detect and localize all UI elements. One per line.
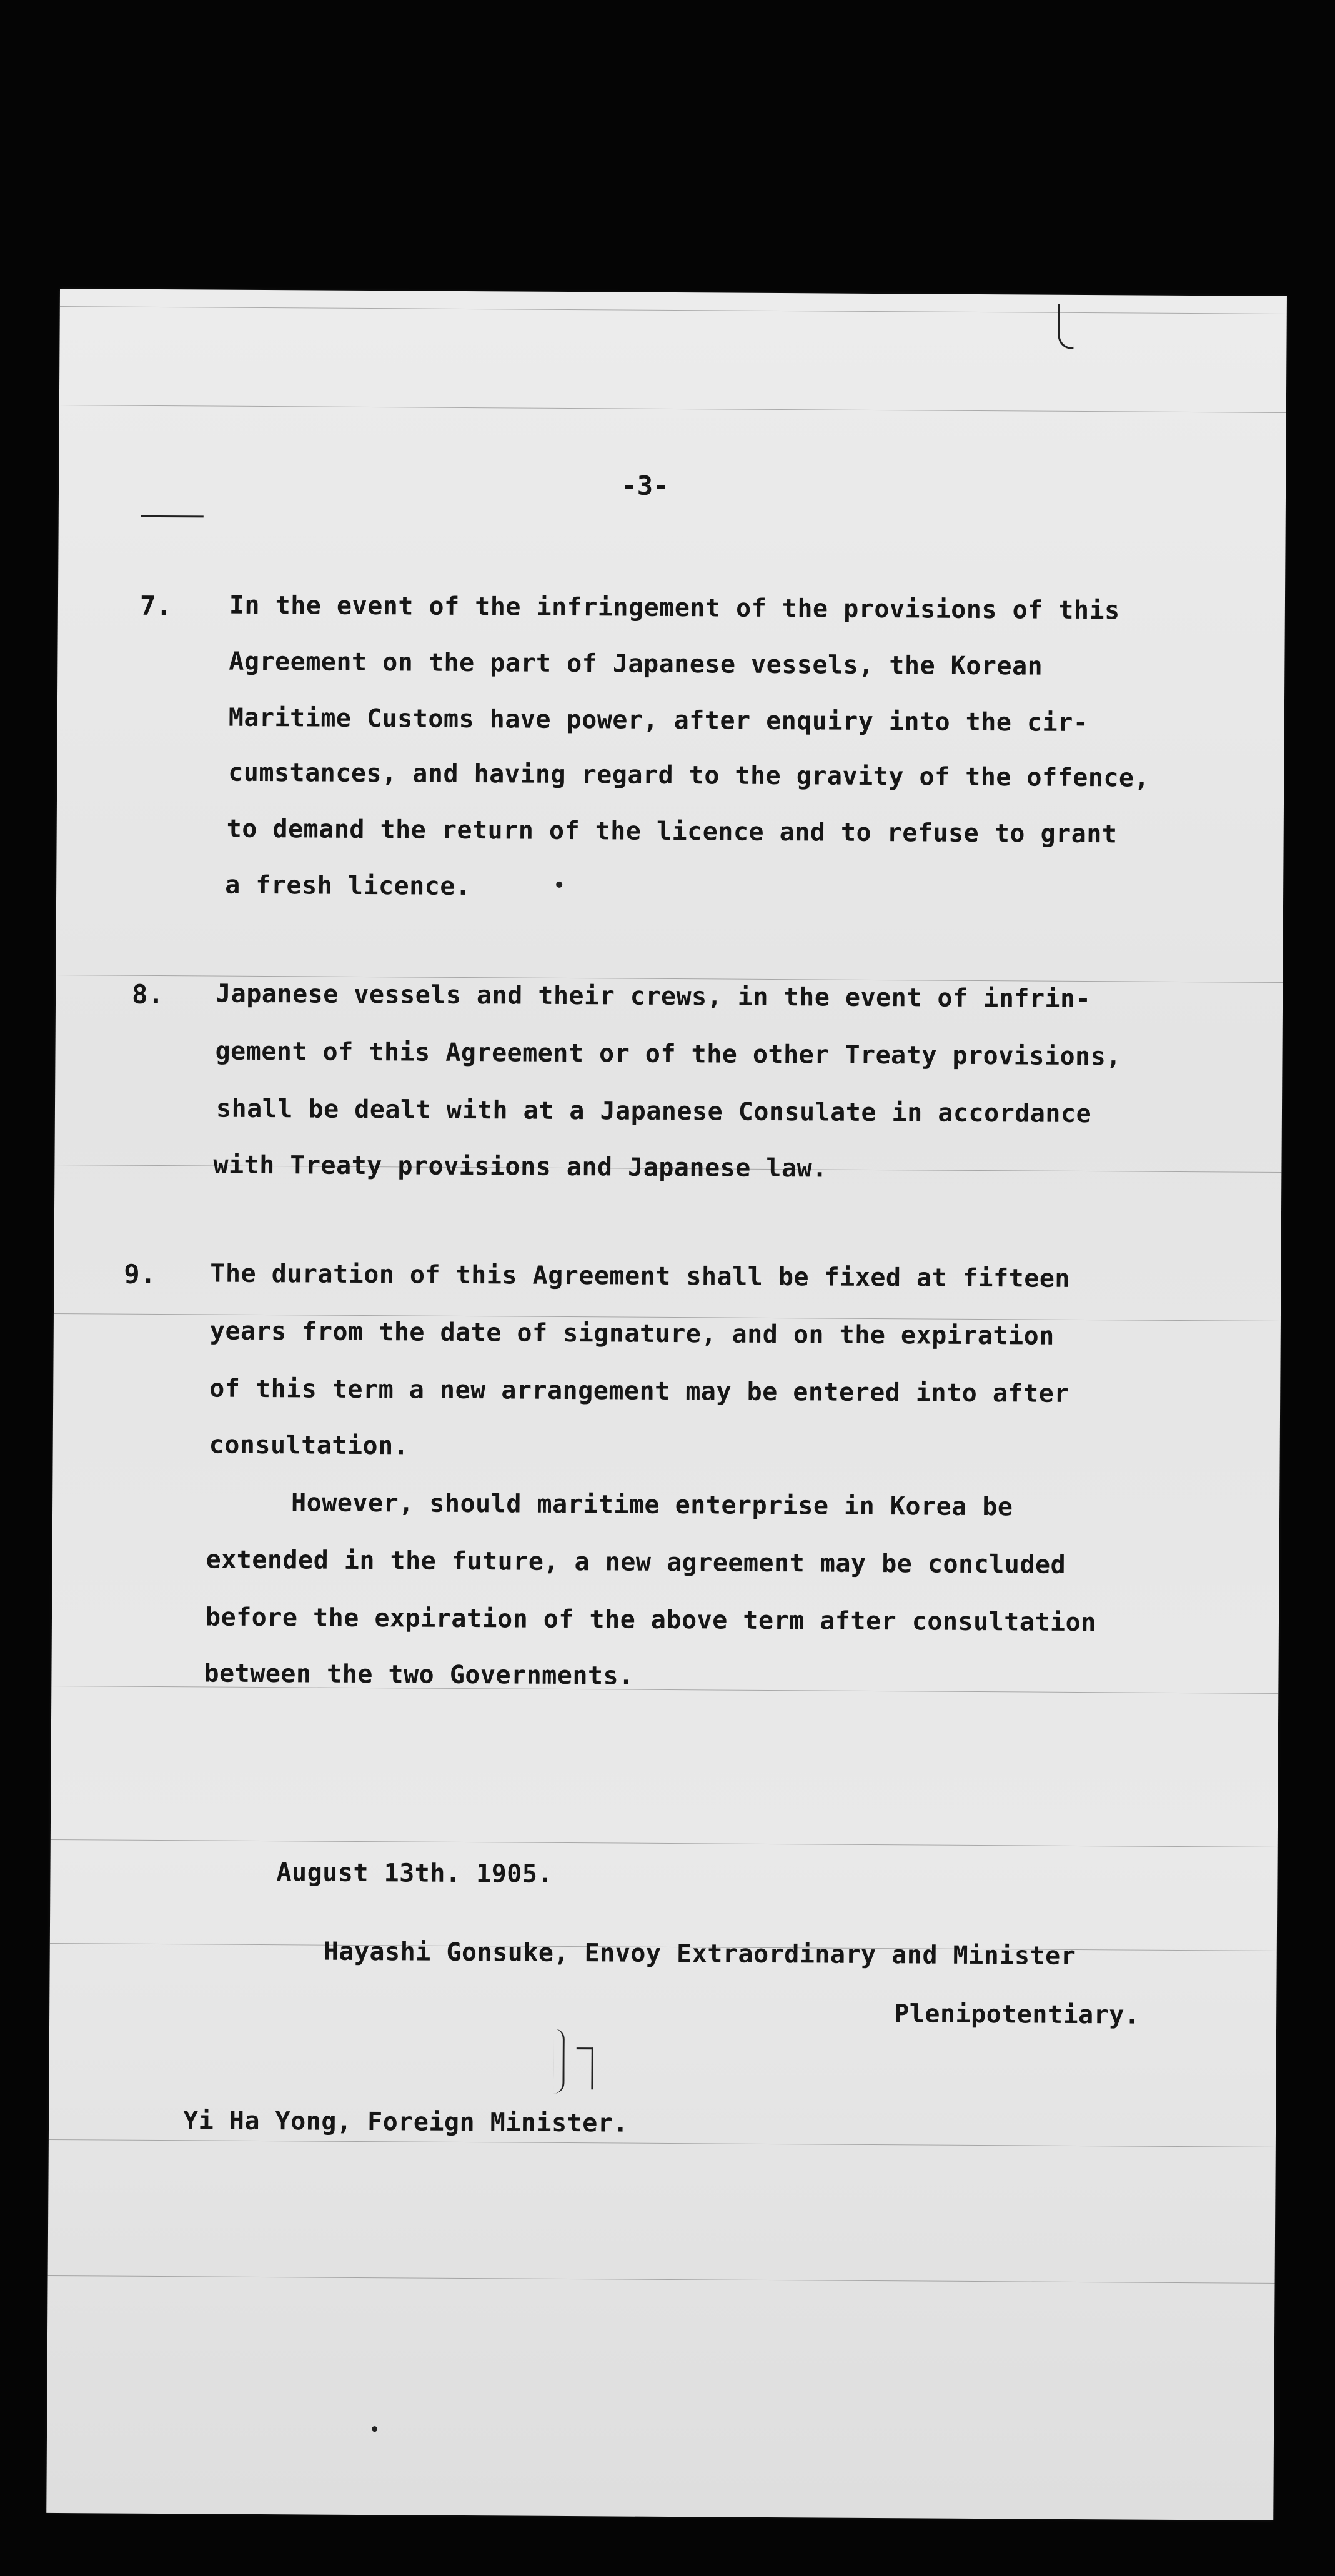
- paper-rule: [60, 306, 1287, 314]
- document-page: [46, 289, 1287, 2520]
- text-line: cumstances, and having regard to the gravity of the offence,: [228, 758, 1150, 793]
- handwritten-mark: [553, 2029, 565, 2094]
- text-line: between the two Governments.: [204, 1659, 634, 1691]
- japanese-signatory: Hayashi Gonsuke, Envoy Extraordinary and Minister: [323, 1937, 1076, 1971]
- text-line: Japanese vessels and their crews, in the event of infrin-: [215, 979, 1091, 1014]
- clause-8-text: [213, 979, 1122, 1183]
- text-line: In the event of the infringement of the provisions of this: [229, 590, 1120, 625]
- text-line: of this term a new arrangement may be entered into after: [209, 1374, 1069, 1408]
- corner-pencil-mark: [1058, 304, 1073, 349]
- ink-speck: [556, 882, 562, 888]
- ink-speck: [372, 2426, 377, 2432]
- clause-number: 8.: [131, 978, 164, 1010]
- text-line: The duration of this Agreement shall be fixed at fifteen: [210, 1259, 1071, 1293]
- page-number: -3-: [620, 470, 670, 501]
- clause-7-text: [225, 590, 1150, 902]
- agreement-date: August 13th. 1905.: [276, 1858, 553, 1889]
- text-line: extended in the future, a new agreement may be concluded: [206, 1545, 1066, 1579]
- text-line: to demand the return of the licence and to refuse to grant: [226, 814, 1118, 849]
- japanese-signatory-title: Plenipotentiary.: [894, 1999, 1140, 2030]
- text-line: years from the date of signature, and on the expiration: [209, 1316, 1055, 1351]
- text-line: with Treaty provisions and Japanese law.: [213, 1150, 828, 1183]
- text-line: Maritime Customs have power, after enquiry into the cir-: [228, 703, 1089, 738]
- paper-rule: [51, 1839, 1278, 1847]
- korean-signatory: Yi Ha Yong, Foreign Minister.: [182, 2106, 629, 2138]
- text-line: However, should maritime enterprise in Korea be: [290, 1488, 1013, 1522]
- margin-pencil-mark: [141, 515, 204, 518]
- text-line: Agreement on the part of Japanese vessels, the Korean: [229, 647, 1043, 681]
- text-line: consultation.: [209, 1430, 409, 1461]
- paper-rule: [49, 2139, 1276, 2147]
- paper-rule: [59, 405, 1286, 413]
- text-line: before the expiration of the above term after consultation: [205, 1603, 1096, 1638]
- text-line: shall be dealt with at a Japanese Consulate in accordance: [216, 1094, 1092, 1129]
- handwritten-mark: [576, 2047, 593, 2089]
- text-line: a fresh licence.: [225, 870, 471, 902]
- clause-number: 7.: [139, 590, 172, 622]
- clause-number: 9.: [124, 1258, 157, 1290]
- clause-9-text: [204, 1259, 1096, 1691]
- text-line: gement of this Agreement or of the other Treaty provisions,: [215, 1037, 1122, 1072]
- paper-rule: [48, 2275, 1275, 2284]
